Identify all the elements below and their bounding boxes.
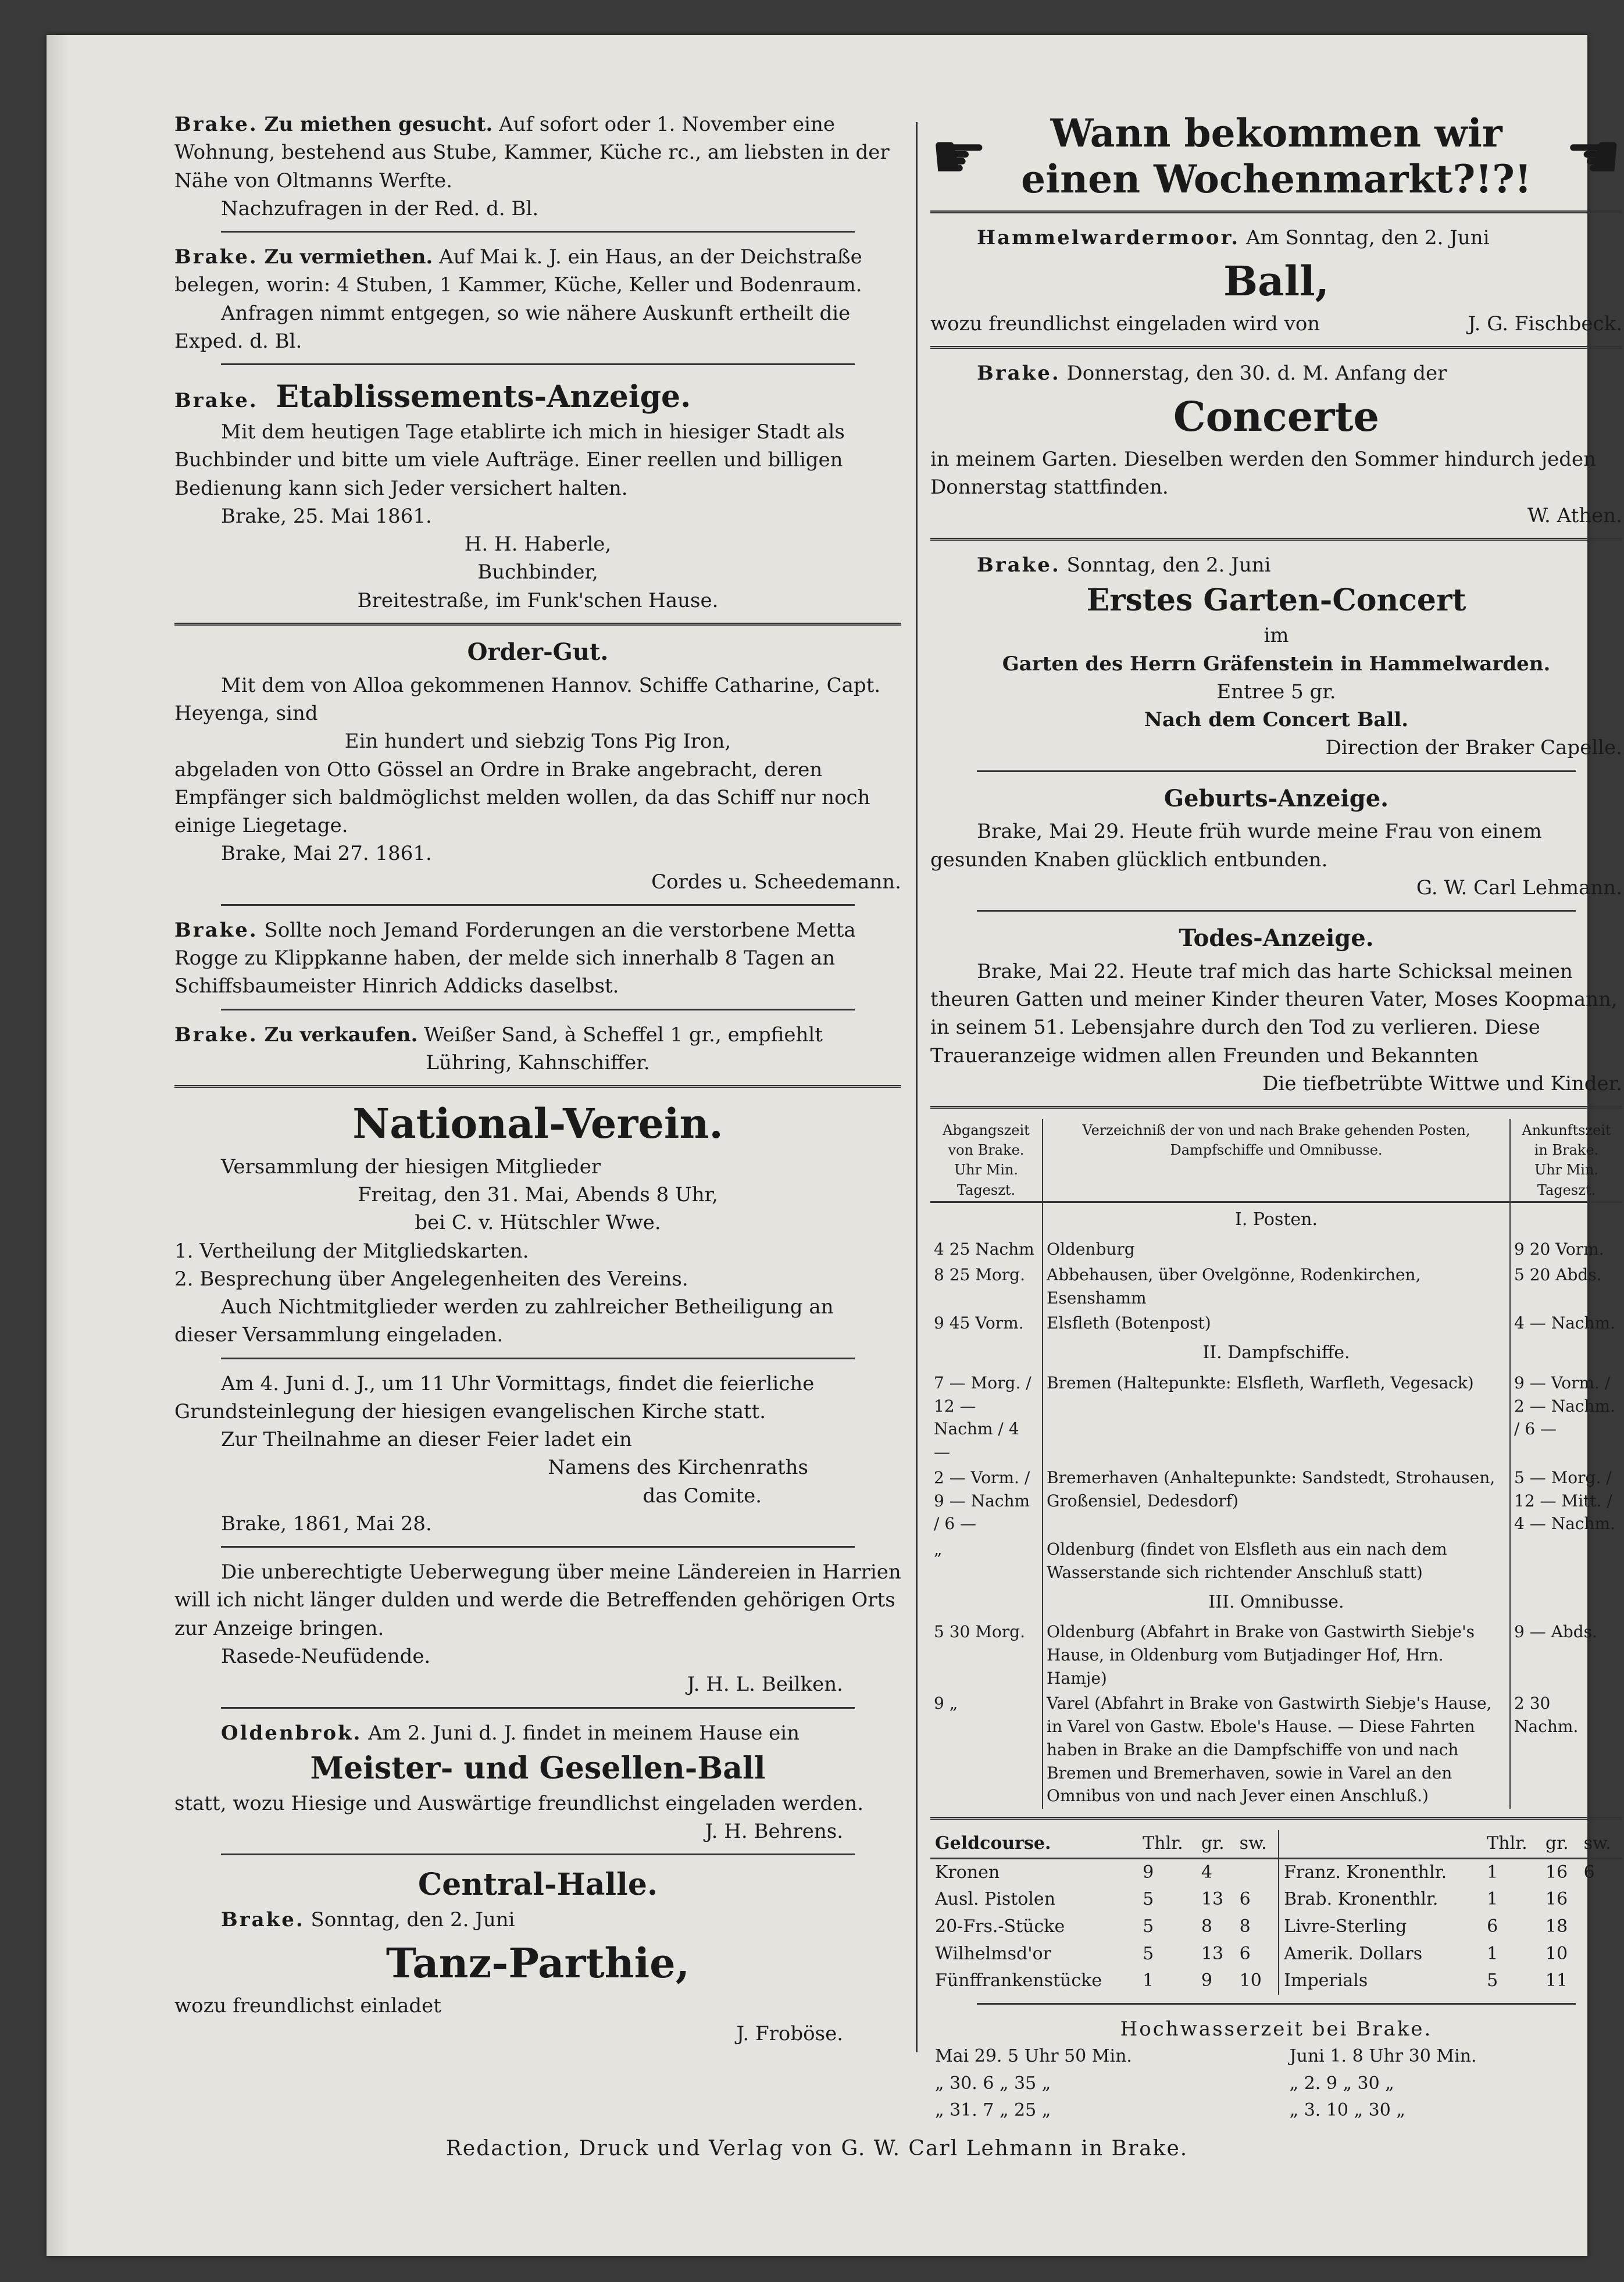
table-cell: 6 bbox=[1235, 1941, 1279, 1968]
ad-todes-anzeige bbox=[930, 922, 1622, 1098]
ad-signature: Direction der Braker Capelle. bbox=[1325, 736, 1622, 760]
table-cell: 5 — Morg. / 12 — Mitt. / 4 — Nachm. bbox=[1514, 1467, 1615, 1534]
ad-signature: das Comite. bbox=[643, 1484, 762, 1508]
ad-signature: J. G. Fischbeck. bbox=[1468, 312, 1622, 336]
wochenmarkt-banner bbox=[930, 110, 1622, 202]
table-cell: 13 bbox=[1201, 1889, 1224, 1910]
schedule-header bbox=[930, 1119, 1622, 1202]
ad-central-halle bbox=[174, 1866, 901, 2048]
table-cell: „ bbox=[930, 1537, 1043, 1585]
ad-grundsteinlegung bbox=[174, 1370, 901, 1538]
ad-place: Rasede-Neufüdende. bbox=[221, 1644, 431, 1668]
ad-concerte bbox=[930, 359, 1622, 530]
table-cell: Thlr. bbox=[1138, 1830, 1197, 1858]
table-cell: 5 bbox=[1487, 1970, 1498, 1991]
ad-zu-vermiethen bbox=[174, 243, 901, 355]
table-cell: 9 — Abds. bbox=[1514, 1622, 1597, 1642]
ad-lead: Brake. bbox=[174, 245, 258, 269]
table-cell: 8 bbox=[1201, 1916, 1213, 1937]
ad-text: bei C. v. Hütschler Wwe. bbox=[415, 1211, 661, 1235]
separator bbox=[930, 1106, 1622, 1109]
table-cell: 16 bbox=[1545, 1889, 1568, 1910]
table-cell: 4 bbox=[1201, 1862, 1213, 1883]
ad-signature: Buchbinder, bbox=[477, 560, 598, 584]
table-row bbox=[930, 1310, 1622, 1336]
section-posten: I. Posten. bbox=[1043, 1202, 1510, 1237]
table-cell bbox=[1579, 1886, 1622, 1913]
table-cell: 9 20 Vorm. bbox=[1514, 1240, 1604, 1259]
ad-text: Auf sofort oder 1. November eine Wohnung, bestehend aus Stube, Kammer, Küche rc., am liebsten in der Nähe von Oltmanns Werfte. bbox=[174, 113, 890, 192]
banner-line: Wann bekommen wir bbox=[1050, 110, 1502, 156]
ad-text: Die unberechtigte Ueberwegung über meine Ländereien in Harrien will ich nicht länger dulden und werde die Betreffenden gehörigen Orts zur Anzeige bringen. bbox=[174, 1560, 901, 1640]
newspaper-page bbox=[47, 35, 1622, 2256]
ad-geburts-anzeige bbox=[930, 783, 1622, 902]
table-cell: Oldenburg (findet von Elsfleth aus ein nach dem Wasserstande sich richtender Anschluß statt) bbox=[1043, 1537, 1510, 1585]
header-text: Ankunftszeit in Brake. bbox=[1522, 1122, 1611, 1159]
ad-text: wozu freundlichst einladet bbox=[174, 1994, 441, 2018]
table-cell: Oldenburg (Abfahrt in Brake von Gastwirth Siebje's Hause, in Oldenburg vom Butjadinger Hof, Hrn. Hamje) bbox=[1043, 1619, 1510, 1691]
separator bbox=[221, 1546, 855, 1548]
table-cell: Ausl. Pistolen bbox=[935, 1889, 1056, 1910]
separator bbox=[977, 2003, 1576, 2005]
ad-lead: Brake. bbox=[174, 389, 258, 413]
table-cell: 11 bbox=[1545, 1970, 1568, 1991]
table-row bbox=[930, 1913, 1622, 1941]
table-cell: 1 bbox=[1487, 1862, 1498, 1883]
table-cell: 18 bbox=[1545, 1916, 1568, 1937]
table-cell: Varel (Abfahrt in Brake von Gastwirth Siebje's Hause, in Varel von Gastw. Ebole's Hause. — Diese Fahrten haben in Brake an die Dampfschiffe von und nach Bremen und Bremerhaven, sowie in Varel an den Omnibus von und nach Jever einen Anschluß.) bbox=[1043, 1691, 1510, 1809]
ad-title: Ball, bbox=[1223, 256, 1330, 305]
table-cell bbox=[1235, 1858, 1279, 1886]
imprint-footer: Redaction, Druck und Verlag von G. W. Carl Lehmann in Brake. bbox=[445, 2137, 1188, 2160]
table-cell: 5 bbox=[1143, 1916, 1154, 1937]
page-edge bbox=[47, 35, 70, 2256]
left-column bbox=[174, 110, 901, 2055]
section-omnibusse: III. Omnibusse. bbox=[1043, 1585, 1510, 1620]
pointing-hand-right-icon: ☛ bbox=[930, 119, 988, 194]
ad-date: Brake, Mai 27. 1861. bbox=[221, 842, 432, 866]
ad-signature: J. H. L. Beilken. bbox=[687, 1673, 843, 1697]
ad-signature: Die tiefbetrübte Wittwe und Kinder. bbox=[1262, 1072, 1622, 1096]
ad-signature: J. H. Behrens. bbox=[705, 1820, 843, 1844]
table-cell: 13 bbox=[1201, 1943, 1224, 1964]
separator bbox=[221, 904, 855, 906]
ad-text: Brake, Mai 22. Heute traf mich das harte Schicksal meinen theuren Gatten und meiner Kinder theuren Vater, Moses Koopmann, in seinem 51. Lebensjahre durch den Tod zu verlieren. Diese Traueranzeige widmen allen Freunden und Bekannten bbox=[930, 959, 1618, 1067]
ad-date: Sonntag, den 2. Juni bbox=[1066, 553, 1271, 577]
table-cell: 7 — Morg. / 12 — Nachm / 4 — bbox=[930, 1370, 1043, 1465]
separator bbox=[221, 231, 855, 233]
table-cell: sw. bbox=[1579, 1830, 1622, 1858]
ad-text: abgeladen von Otto Gössel an Ordre in Brake angebracht, deren Empfänger sich baldmöglichst melden wollen, da das Schiff nur noch einige Liegetage. bbox=[174, 758, 870, 838]
section-dampfschiffe: II. Dampfschiffe. bbox=[1043, 1336, 1510, 1370]
table-cell bbox=[1579, 1967, 1622, 1995]
table-cell: 16 bbox=[1545, 1862, 1568, 1883]
table-row bbox=[930, 1237, 1622, 1262]
ad-title: Etablissements-Anzeige. bbox=[276, 379, 691, 415]
separator bbox=[930, 346, 1622, 349]
separator bbox=[977, 910, 1576, 912]
ad-title: Meister- und Gesellen-Ball bbox=[310, 1750, 766, 1786]
ad-text: Mit dem heutigen Tage etablirte ich mich in hiesiger Stadt als Buchbinder und bitte um viele Aufträge. Einer reellen und billigen Bedienung kann sich Jeder versichert halten. bbox=[174, 420, 845, 500]
table-cell: 1 bbox=[1487, 1889, 1498, 1910]
header-departure bbox=[930, 1119, 1043, 1202]
table-cell: sw. bbox=[1235, 1830, 1279, 1858]
ad-lead: Oldenbrok. bbox=[221, 1721, 362, 1745]
ad-text: Weißer Sand, à Scheffel 1 gr., empfiehlt bbox=[424, 1023, 823, 1047]
ad-text: Auch Nichtmitglieder werden zu zahlreicher Betheiligung an dieser Versammlung eingeladen. bbox=[174, 1295, 834, 1347]
ad-ueberwegung bbox=[174, 1558, 901, 1698]
separator bbox=[977, 770, 1576, 772]
ad-text: Am 4. Juni d. J., um 11 Uhr Vormittags, findet die feierliche Grundsteinlegung der hiesigen evangelischen Kirche statt. bbox=[174, 1372, 815, 1423]
table-row bbox=[930, 1619, 1622, 1691]
banner-line: einen Wochenmarkt?!?! bbox=[1021, 156, 1532, 202]
table-cell: 2 — Vorm. / 9 — Nachm / 6 — bbox=[930, 1465, 1043, 1537]
banner-text bbox=[1021, 110, 1532, 202]
table-cell: 8 bbox=[1235, 1913, 1279, 1941]
table-cell: „ 31. 7 „ 25 „ bbox=[935, 2100, 1051, 2121]
ad-title: Zu verkaufen. bbox=[264, 1023, 418, 1047]
separator bbox=[174, 1085, 901, 1088]
ad-text: Nach dem Concert Ball. bbox=[1144, 708, 1409, 732]
table-cell: Imperials bbox=[1284, 1970, 1368, 1991]
ad-text: Entree 5 gr. bbox=[1216, 680, 1336, 703]
table-cell: 4 — Nachm. bbox=[1514, 1313, 1615, 1333]
header-sub: Uhr Min. Tageszt. bbox=[954, 1162, 1019, 1198]
ad-date: Am Sonntag, den 2. Juni bbox=[1245, 226, 1490, 250]
table-cell: 9 — Vorm. / 2 — Nachm. / 6 — bbox=[1514, 1373, 1615, 1439]
table-cell: Kronen bbox=[935, 1862, 1000, 1883]
table-cell: 1 bbox=[1143, 1970, 1154, 1991]
ad-list-item: 2. Besprechung über Angelegenheiten des Vereins. bbox=[174, 1267, 688, 1291]
ad-etablissement bbox=[174, 376, 901, 615]
table-cell: Livre-Sterling bbox=[1284, 1916, 1407, 1937]
table-cell: Wilhelmsd'or bbox=[935, 1943, 1051, 1964]
table-cell: Franz. Kronenthlr. bbox=[1284, 1862, 1447, 1883]
table-cell: Abbehausen, über Ovelgönne, Rodenkirchen, Esenshamm bbox=[1043, 1262, 1510, 1311]
separator bbox=[930, 210, 1622, 213]
table-cell: Oldenburg bbox=[1043, 1237, 1510, 1262]
ad-list-item: 1. Vertheilung der Mitgliedskarten. bbox=[174, 1239, 529, 1263]
ad-text: Mit dem von Alloa gekommenen Hannov. Schiffe Catharine, Capt. Heyenga, sind bbox=[174, 673, 881, 726]
table-cell: Bremen (Haltepunkte: Elsfleth, Warfleth, Vegesack) bbox=[1043, 1370, 1510, 1465]
table-cell: 5 bbox=[1143, 1943, 1154, 1964]
ad-text: Garten des Herrn Gräfenstein in Hammelwarden. bbox=[1002, 652, 1551, 676]
ad-text: Auf Mai k. J. ein Haus, an der Deichstraße belegen, worin: 4 Stuben, 1 Kammer, Küche, Keller und Bodenraum. bbox=[174, 245, 862, 297]
ad-lead: Brake. bbox=[174, 113, 258, 136]
ad-zu-miethen bbox=[174, 110, 901, 223]
ad-signature: Namens des Kirchenraths bbox=[548, 1456, 808, 1480]
ad-title: Order-Gut. bbox=[467, 638, 609, 666]
tide-title: Hochwasserzeit bei Brake. bbox=[1120, 2017, 1433, 2041]
ad-title: Geburts-Anzeige. bbox=[1163, 784, 1389, 812]
table-cell: Fünffrankenstücke bbox=[935, 1970, 1102, 1991]
ad-garten-concert bbox=[930, 551, 1622, 762]
table-cell: 5 bbox=[1143, 1889, 1154, 1910]
table-row bbox=[930, 1941, 1622, 1968]
table-cell: 6 bbox=[1235, 1886, 1279, 1913]
ad-signature: G. W. Carl Lehmann. bbox=[1416, 876, 1622, 899]
ad-date: Brake, 25. Mai 1861. bbox=[221, 504, 432, 528]
ad-date: Sonntag, den 2. Juni bbox=[310, 1908, 515, 1932]
ad-text: Brake, Mai 29. Heute früh wurde meine Frau von einem gesunden Knaben glücklich entbunden. bbox=[930, 820, 1542, 872]
table-cell: 5 20 Abds. bbox=[1514, 1265, 1602, 1284]
header-text: Abgangszeit von Brake. bbox=[943, 1122, 1030, 1159]
ad-order-gut bbox=[174, 636, 901, 896]
table-cell: „ 30. 6 „ 35 „ bbox=[935, 2073, 1051, 2094]
column-divider bbox=[916, 122, 918, 2052]
ad-text: statt, wozu Hiesige und Auswärtige freundlichst eingeladen werden. bbox=[174, 1791, 864, 1815]
table-cell: 4 25 Nachm bbox=[930, 1237, 1043, 1262]
table-cell: „ 2. 9 „ 30 „ bbox=[1289, 2073, 1394, 2094]
ad-text: Versammlung der hiesigen Mitglieder bbox=[221, 1155, 601, 1179]
table-row bbox=[930, 2097, 1622, 2124]
ad-date: Brake, 1861, Mai 28. bbox=[221, 1512, 432, 1535]
separator bbox=[221, 1707, 855, 1709]
ad-meister-ball bbox=[174, 1719, 901, 1846]
tide-rows bbox=[930, 2043, 1622, 2124]
ad-forderungen bbox=[174, 916, 901, 1001]
table-row bbox=[930, 1262, 1622, 1311]
ad-text: Freitag, den 31. Mai, Abends 8 Uhr, bbox=[358, 1183, 718, 1206]
ad-lead: Brake. bbox=[174, 918, 258, 942]
table-row bbox=[930, 1465, 1622, 1537]
table-cell: Brab. Kronenthlr. bbox=[1284, 1889, 1439, 1910]
tide-table bbox=[930, 2015, 1622, 2124]
ad-text: Ein hundert und siebzig Tons Pig Iron, bbox=[344, 730, 731, 753]
table-row bbox=[930, 1858, 1622, 1886]
table-cell: 6 bbox=[1583, 1862, 1595, 1883]
table-cell bbox=[1579, 1913, 1622, 1941]
ad-text: wozu freundlichst eingeladen wird von bbox=[930, 312, 1320, 336]
separator bbox=[221, 1009, 855, 1010]
table-cell: gr. bbox=[1541, 1830, 1579, 1858]
table-row bbox=[930, 1370, 1622, 1465]
header-arrival bbox=[1510, 1119, 1622, 1202]
header-sub: Uhr Min. Tageszt. bbox=[1534, 1162, 1599, 1198]
table-cell: Elsfleth (Botenpost) bbox=[1043, 1310, 1510, 1336]
ad-title: Zu vermiethen. bbox=[264, 245, 433, 269]
ad-text: Am 2. Juni d. J. findet in meinem Hause ein bbox=[368, 1721, 800, 1745]
money-header bbox=[930, 1830, 1622, 1858]
ad-title: Tanz-Parthie, bbox=[386, 1938, 690, 1987]
pointing-hand-left-icon: ☛ bbox=[1565, 119, 1622, 194]
header-route: Verzeichniß der von und nach Brake gehenden Posten, Dampfschiffe und Omnibusse. bbox=[1043, 1119, 1510, 1202]
table-cell: 2 30 Nachm. bbox=[1514, 1694, 1579, 1737]
table-cell: 9 45 Vorm. bbox=[930, 1310, 1043, 1336]
table-row bbox=[930, 1537, 1622, 1585]
ad-lead: Brake. bbox=[221, 1908, 305, 1932]
table-cell: „ 3. 10 „ 30 „ bbox=[1289, 2100, 1405, 2121]
separator bbox=[930, 1817, 1622, 1820]
table-cell: Amerik. Dollars bbox=[1284, 1943, 1423, 1964]
table-cell: Juni 1. 8 Uhr 30 Min. bbox=[1289, 2045, 1477, 2066]
ad-lead: Brake. bbox=[174, 1023, 258, 1047]
table-cell: 8 25 Morg. bbox=[930, 1262, 1043, 1311]
ad-title: Zu miethen gesucht. bbox=[264, 113, 493, 136]
ad-zu-verkaufen bbox=[174, 1021, 901, 1077]
ad-text: im bbox=[1263, 624, 1289, 648]
ad-text: Sollte noch Jemand Forderungen an die verstorbene Metta Rogge zu Klippkanne haben, der melde sich innerhalb 8 Tagen an Schiffsbaumeister Hinrich Addicks daselbst. bbox=[174, 918, 856, 998]
ad-hammelwardermoor-ball bbox=[930, 224, 1622, 338]
separator bbox=[221, 1854, 855, 1855]
geldcourse-table bbox=[930, 1830, 1622, 1995]
right-column bbox=[930, 110, 1622, 2131]
separator bbox=[221, 363, 855, 365]
ad-title: Erstes Garten-Concert bbox=[1086, 583, 1466, 619]
table-cell: 10 bbox=[1545, 1943, 1568, 1964]
ad-text: Anfragen nimmt entgegen, so wie nähere Auskunft ertheilt die Exped. d. Bl. bbox=[174, 301, 851, 353]
separator bbox=[221, 1358, 855, 1359]
table-row bbox=[930, 1691, 1622, 1809]
ad-lead: Brake. bbox=[977, 362, 1061, 385]
table-cell: 20-Frs.-Stücke bbox=[935, 1916, 1065, 1937]
ad-signature: W. Athen. bbox=[1527, 503, 1622, 527]
ad-text: Zur Theilnahme an dieser Feier ladet ein bbox=[221, 1428, 632, 1452]
table-cell: 9 bbox=[1143, 1862, 1154, 1883]
ad-title: Central-Halle. bbox=[417, 1867, 658, 1903]
ad-text: in meinem Garten. Dieselben werden den Sommer hindurch jeden Donnerstag stattfinden. bbox=[930, 448, 1597, 499]
table-cell: 9 bbox=[1201, 1970, 1213, 1991]
table-row bbox=[930, 2043, 1622, 2070]
ad-signature: Lühring, Kahnschiffer. bbox=[426, 1051, 650, 1074]
ad-signature: Cordes u. Scheedemann. bbox=[651, 870, 901, 894]
table-row bbox=[930, 2070, 1622, 2098]
ad-signature: H. H. Haberle, bbox=[464, 533, 612, 556]
table-cell bbox=[1579, 1941, 1622, 1968]
separator bbox=[174, 623, 901, 626]
table-cell: Bremerhaven (Anhaltepunkte: Sandstedt, Strohausen, Großensiel, Dedesdorf) bbox=[1043, 1465, 1510, 1537]
table-row bbox=[930, 1967, 1622, 1995]
ad-text: Nachzufragen in der Red. d. Bl. bbox=[221, 197, 539, 220]
table-cell: gr. bbox=[1197, 1830, 1235, 1858]
separator bbox=[930, 538, 1622, 541]
table-cell: 10 bbox=[1235, 1967, 1279, 1995]
table-cell: 5 30 Morg. bbox=[930, 1619, 1043, 1691]
ad-title: Todes-Anzeige. bbox=[1179, 924, 1374, 952]
ad-title: National-Verein. bbox=[352, 1099, 723, 1148]
ad-signature: Breitestraße, im Funk'schen Hause. bbox=[357, 588, 719, 612]
ad-lead: Brake. bbox=[977, 553, 1061, 577]
table-cell: Geldcourse. bbox=[930, 1830, 1138, 1858]
ad-lead: Hammelwardermoor. bbox=[977, 226, 1240, 250]
table-cell: 1 bbox=[1487, 1943, 1498, 1964]
table-cell: 9 „ bbox=[930, 1691, 1043, 1809]
ad-signature: J. Froböse. bbox=[736, 2022, 843, 2046]
ad-text: Donnerstag, den 30. d. M. Anfang der bbox=[1066, 362, 1447, 385]
table-cell: Thlr. bbox=[1482, 1830, 1541, 1858]
schedule-table bbox=[930, 1119, 1622, 1809]
ad-title: Concerte bbox=[1173, 392, 1380, 441]
table-cell: Mai 29. 5 Uhr 50 Min. bbox=[935, 2045, 1132, 2066]
ad-national-verein bbox=[174, 1098, 901, 1349]
table-cell bbox=[1510, 1537, 1622, 1585]
table-cell: 6 bbox=[1487, 1916, 1498, 1937]
table-row bbox=[930, 1886, 1622, 1913]
